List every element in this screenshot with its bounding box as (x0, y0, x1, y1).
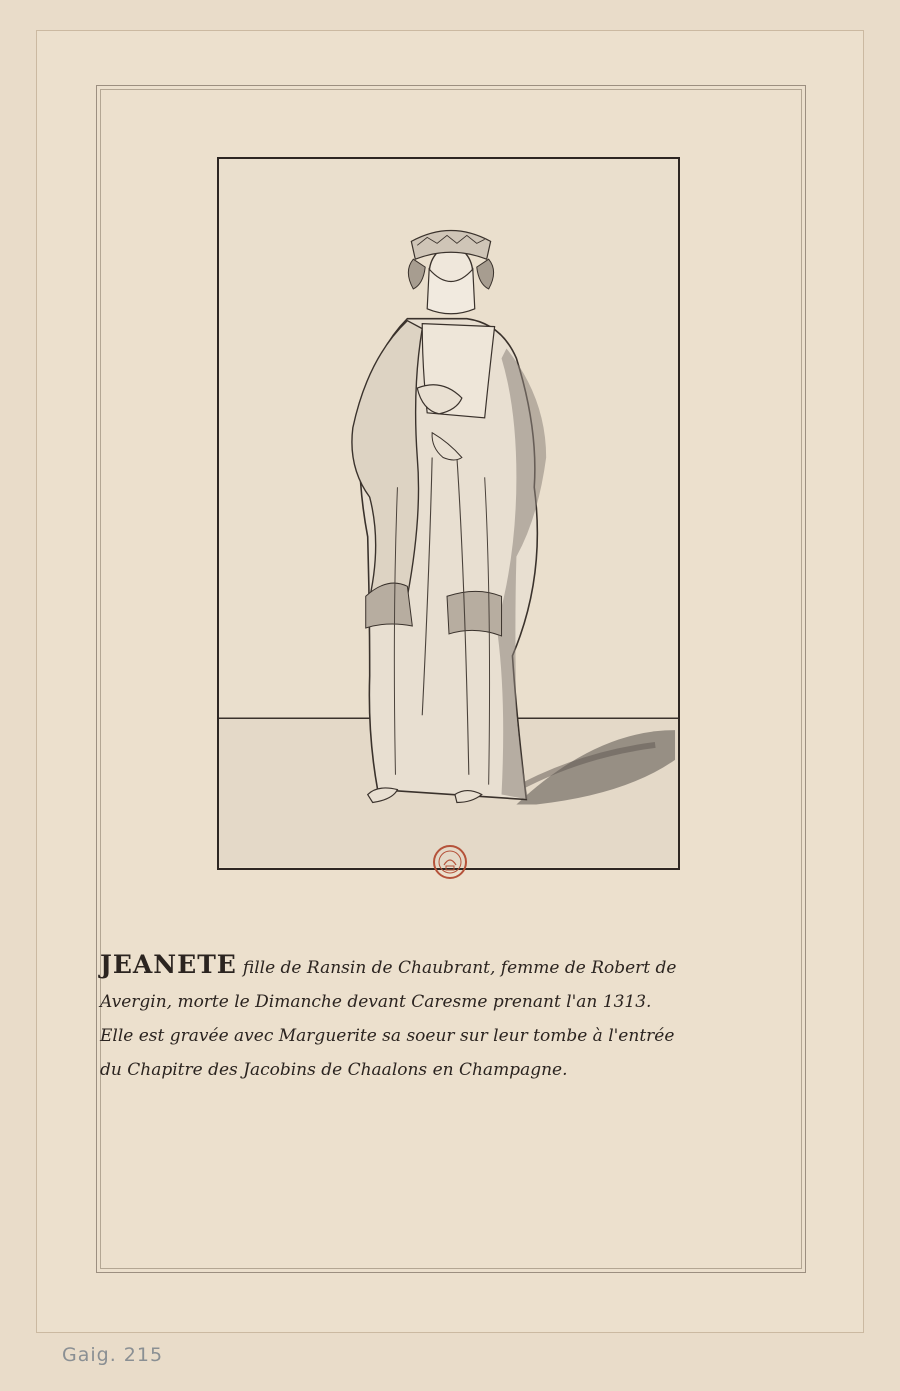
inscription (100, 948, 810, 1087)
effigy-illustration (219, 159, 678, 868)
inscription-line-2: Avergin, morte le Dimanche devant Caresme prenant l'an 1313. (100, 992, 652, 1012)
shelfmark-note: Gaig. 215 (62, 1344, 164, 1366)
library-stamp (431, 843, 469, 881)
inscription-line-1-text: fille de Ransin de Chaubrant, femme de Robert de (242, 958, 677, 978)
inscription-line-3: Elle est gravée avec Marguerite sa soeur sur leur tombe à l'entrée (100, 1026, 675, 1046)
subject-name: JEANETE (100, 950, 237, 979)
inscription-line-1 (100, 948, 810, 985)
inscription-line-4: du Chapitre des Jacobins de Chaalons en Champagne. (100, 1060, 568, 1080)
effigy-drawing (217, 157, 680, 870)
